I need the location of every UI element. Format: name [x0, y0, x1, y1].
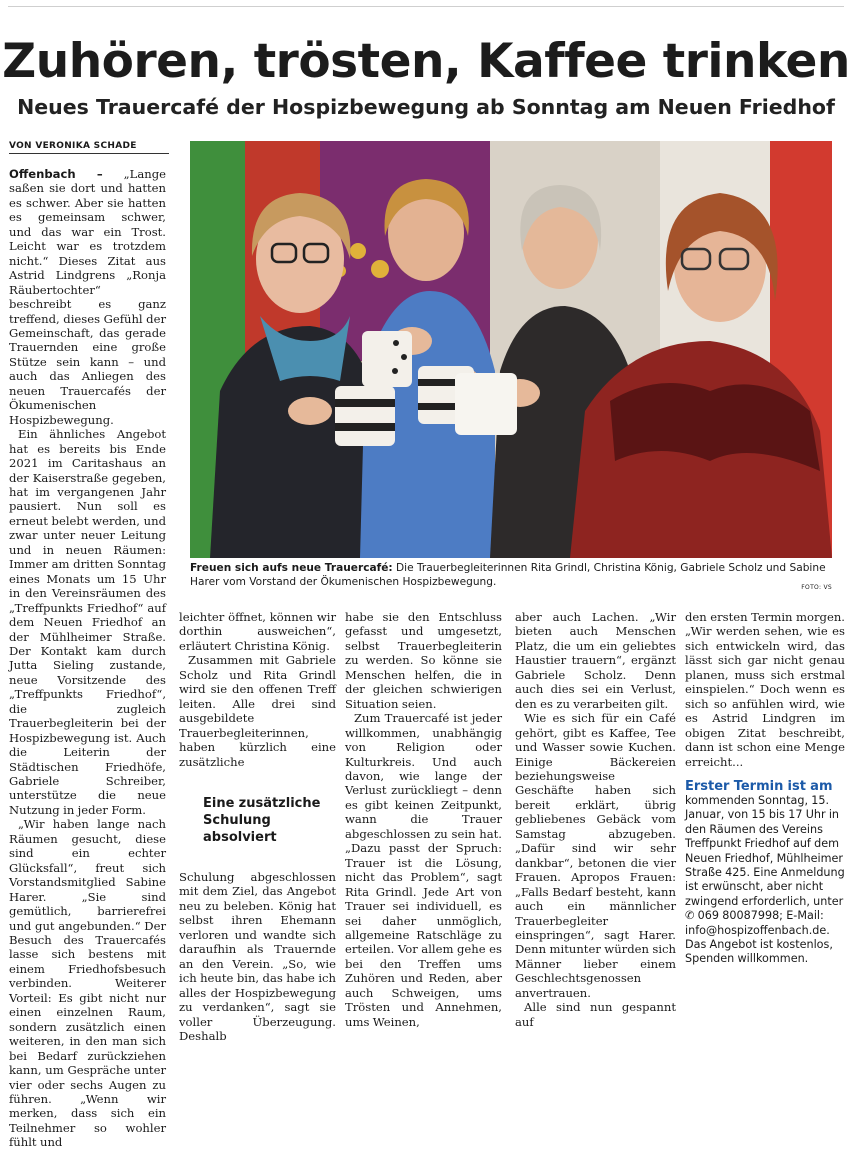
paragraph: Ein ähnliches Angebot hat es bereits bis Ende 2021 im Caritashaus an der Kaiserstraße gegeben, hat im vergangenen Jahr pausiert. Nun soll es erneut belebt werden, und zwar unter neuer Leitung und in neuen Räumen: Immer am dritten Sonntag eines Monats um 15 Uhr in den Vereinsräumen des „Treffpunkts Friedhof“ auf dem Neuen Friedhof an der Mühlheimer Straße. Der Kontakt kam durch Jutta Sieling zustande, neue Vorsitzende des „Treffpunkts Friedhof“, die zugleich Trauerbegleiterin bei der Hospizbewegung ist. Auch die Leiterin der Städtischen Friedhöfe, Gabriele Schreiber, unterstütze die neue Nutzung in jeder Form.: [9, 427, 166, 817]
headline: Zuhören, trösten, Kaffee trinken: [2, 34, 850, 89]
caption-text: Die Trauerbegleiterinnen Rita Grindl, Christina König, Gabriele Scholz und Sabine Harer vom Vorstand der Ökumenischen Hospizbewegung.: [190, 562, 826, 588]
article-photo: [190, 141, 832, 558]
column-4: [515, 610, 676, 1029]
caption-lead: Freuen sich aufs neue Trauercafé:: [190, 562, 393, 574]
paragraph: Wie es sich für ein Café gehört, gibt es Kaffee, Tee und Wasser sowie Kuchen. Einige Bäckereien beziehungsweise Geschäfte haben sich bereit erklärt, übrig gebliebenes Gebäck vom Samstag abzugeben. „Dafür sind wir sehr dankbar“, betonen die vier Frauen. Apropos Frauen: „Falls Bedarf besteht, kann auch ein männlicher Trauerbegleiter einspringen“, sagt Harer. Denn mitunter würden sich Männer lieber einem Geschlechtsgenossen anvertrauen.: [515, 711, 676, 1000]
info-box-text: kommenden Sonntag, 15. Januar, von 15 bis 17 Uhr in den Räumen des Vereins Treffpunkt Friedhof auf dem Neuen Friedhof, Mühlheimer Straße 425. Eine Anmeldung ist erwünscht, aber nicht zwingend erforderlich, unter ✆ 069 80087998; E-Mail: info@hospizoffenbach.de. Das Angebot ist kostenlos, Spenden willkommen.: [685, 793, 845, 966]
column-3: [345, 610, 502, 1029]
paragraph: habe sie den Entschluss gefasst und umgesetzt, selbst Trauerbegleiterin zu werden. So könne sie Menschen helfen, die in der gleichen schwierigen Situation seien.: [345, 610, 502, 711]
column-5: [685, 610, 845, 967]
paragraph: Zum Trauercafé ist jeder willkommen, unabhängig von Religion oder Kulturkreis. Und auch davon, wie lange der Verlust zurückliegt – denn es gibt keinen Zeitpunkt, wann die Trauer abgeschlossen zu sein hat. „Dazu passt der Spruch: Trauer ist die Lösung, nicht das Problem“, sagt Rita Grindl. Jede Art von Trauer sei individuell, es sei daher unmöglich, allgemeine Ratschläge zu erteilen. Vor allem gehe es bei den Treffen ums Zuhören und Reden, aber auch Schweigen, ums Trösten und Annehmen, ums Weinen,: [345, 711, 502, 1029]
section-subheading: Eine zusätzliche Schulung absolviert: [203, 795, 321, 845]
paragraph: den ersten Termin morgen. „Wir werden sehen, wie es sich entwickeln wird, das lässt sich gar nicht genau planen, muss sich erstmal einspielen.“ Doch wenn es sich so anfühlen wird, wie es Astrid Lindgren im obigen Zitat beschreibt, dann ist schon eine Menge erreicht...: [685, 610, 845, 769]
byline: VON VERONIKA SCHADE: [9, 141, 169, 154]
paragraph: Alle sind nun gespannt auf: [515, 1000, 676, 1029]
photo-illustration: [190, 141, 832, 558]
paragraph: Zusammen mit Gabriele Scholz und Rita Grindl wird sie den offenen Treff leiten. Alle drei sind ausgebildete Trauerbegleiterinnen, haben kürzlich eine zusätzliche: [179, 653, 336, 769]
column-2: [179, 610, 336, 1043]
paragraph: [9, 167, 166, 427]
paragraph: aber auch Lachen. „Wir bieten auch Menschen Platz, die um ein geliebtes Haustier trauern“, ergänzt Gabriele Scholz. Denn auch dies sei ein Verlust, den es zu verarbeiten gilt.: [515, 610, 676, 711]
paragraph: leichter öffnet, können wir dorthin ausweichen“, erläutert Christina König.: [179, 610, 336, 653]
info-box-heading: Erster Termin ist am: [685, 778, 833, 794]
column-1: [9, 167, 166, 1150]
paragraph-text: „Lange saßen sie dort und hatten es schwer. Aber sie hatten es gemeinsam schwer, und das war ein Trost. Leicht war es trotzdem nicht.“ Dieses Zitat aus Astrid Lindgrens „Ronja Räubertochter“ beschreibt es ganz treffend, dieses Gefühl der Gemeinschaft, das gerade Trauernden eine große Stütze sein kann – und auch das Anliegen des neuen Trauercafés der Ökumenischen Hospizbewegung.: [9, 167, 166, 427]
photo-credit: FOTO: VS: [801, 584, 832, 591]
top-rule: [8, 6, 844, 7]
dateline: Offenbach –: [9, 167, 103, 181]
paragraph: Schulung abgeschlossen mit dem Ziel, das Angebot neu zu beleben. König hat selbst ihren Ehemann verloren und wandte sich daraufhin als Trauernde an den Verein. „So, wie ich heute bin, das habe ich alles der Hospizbewegung zu verdanken“, sagt sie voller Überzeugung. Deshalb: [179, 869, 336, 1043]
subheadline: Neues Trauercafé der Hospizbewegung ab Sonntag am Neuen Friedhof: [17, 95, 835, 119]
paragraph: „Wir haben lange nach Räumen gesucht, diese sind ein echter Glücksfall“, freut sich Vorstandsmitglied Sabine Harer. „Sie sind gemütlich, barrierefrei und gut angebunden.“ Der Besuch des Trauercafés lasse sich bestens mit einem Friedhofsbesuch verbinden. Weiterer Vorteil: Es gibt nicht nur einen einzelnen Raum, sondern zusätzlich einen weiteren, in den man sich bei Bedarf zurückziehen kann, um Gespräche unter vier oder sechs Augen zu führen. „Wenn wir merken, dass sich ein Teilnehmer so wohler fühlt und: [9, 817, 166, 1150]
photo-caption: [190, 561, 832, 589]
